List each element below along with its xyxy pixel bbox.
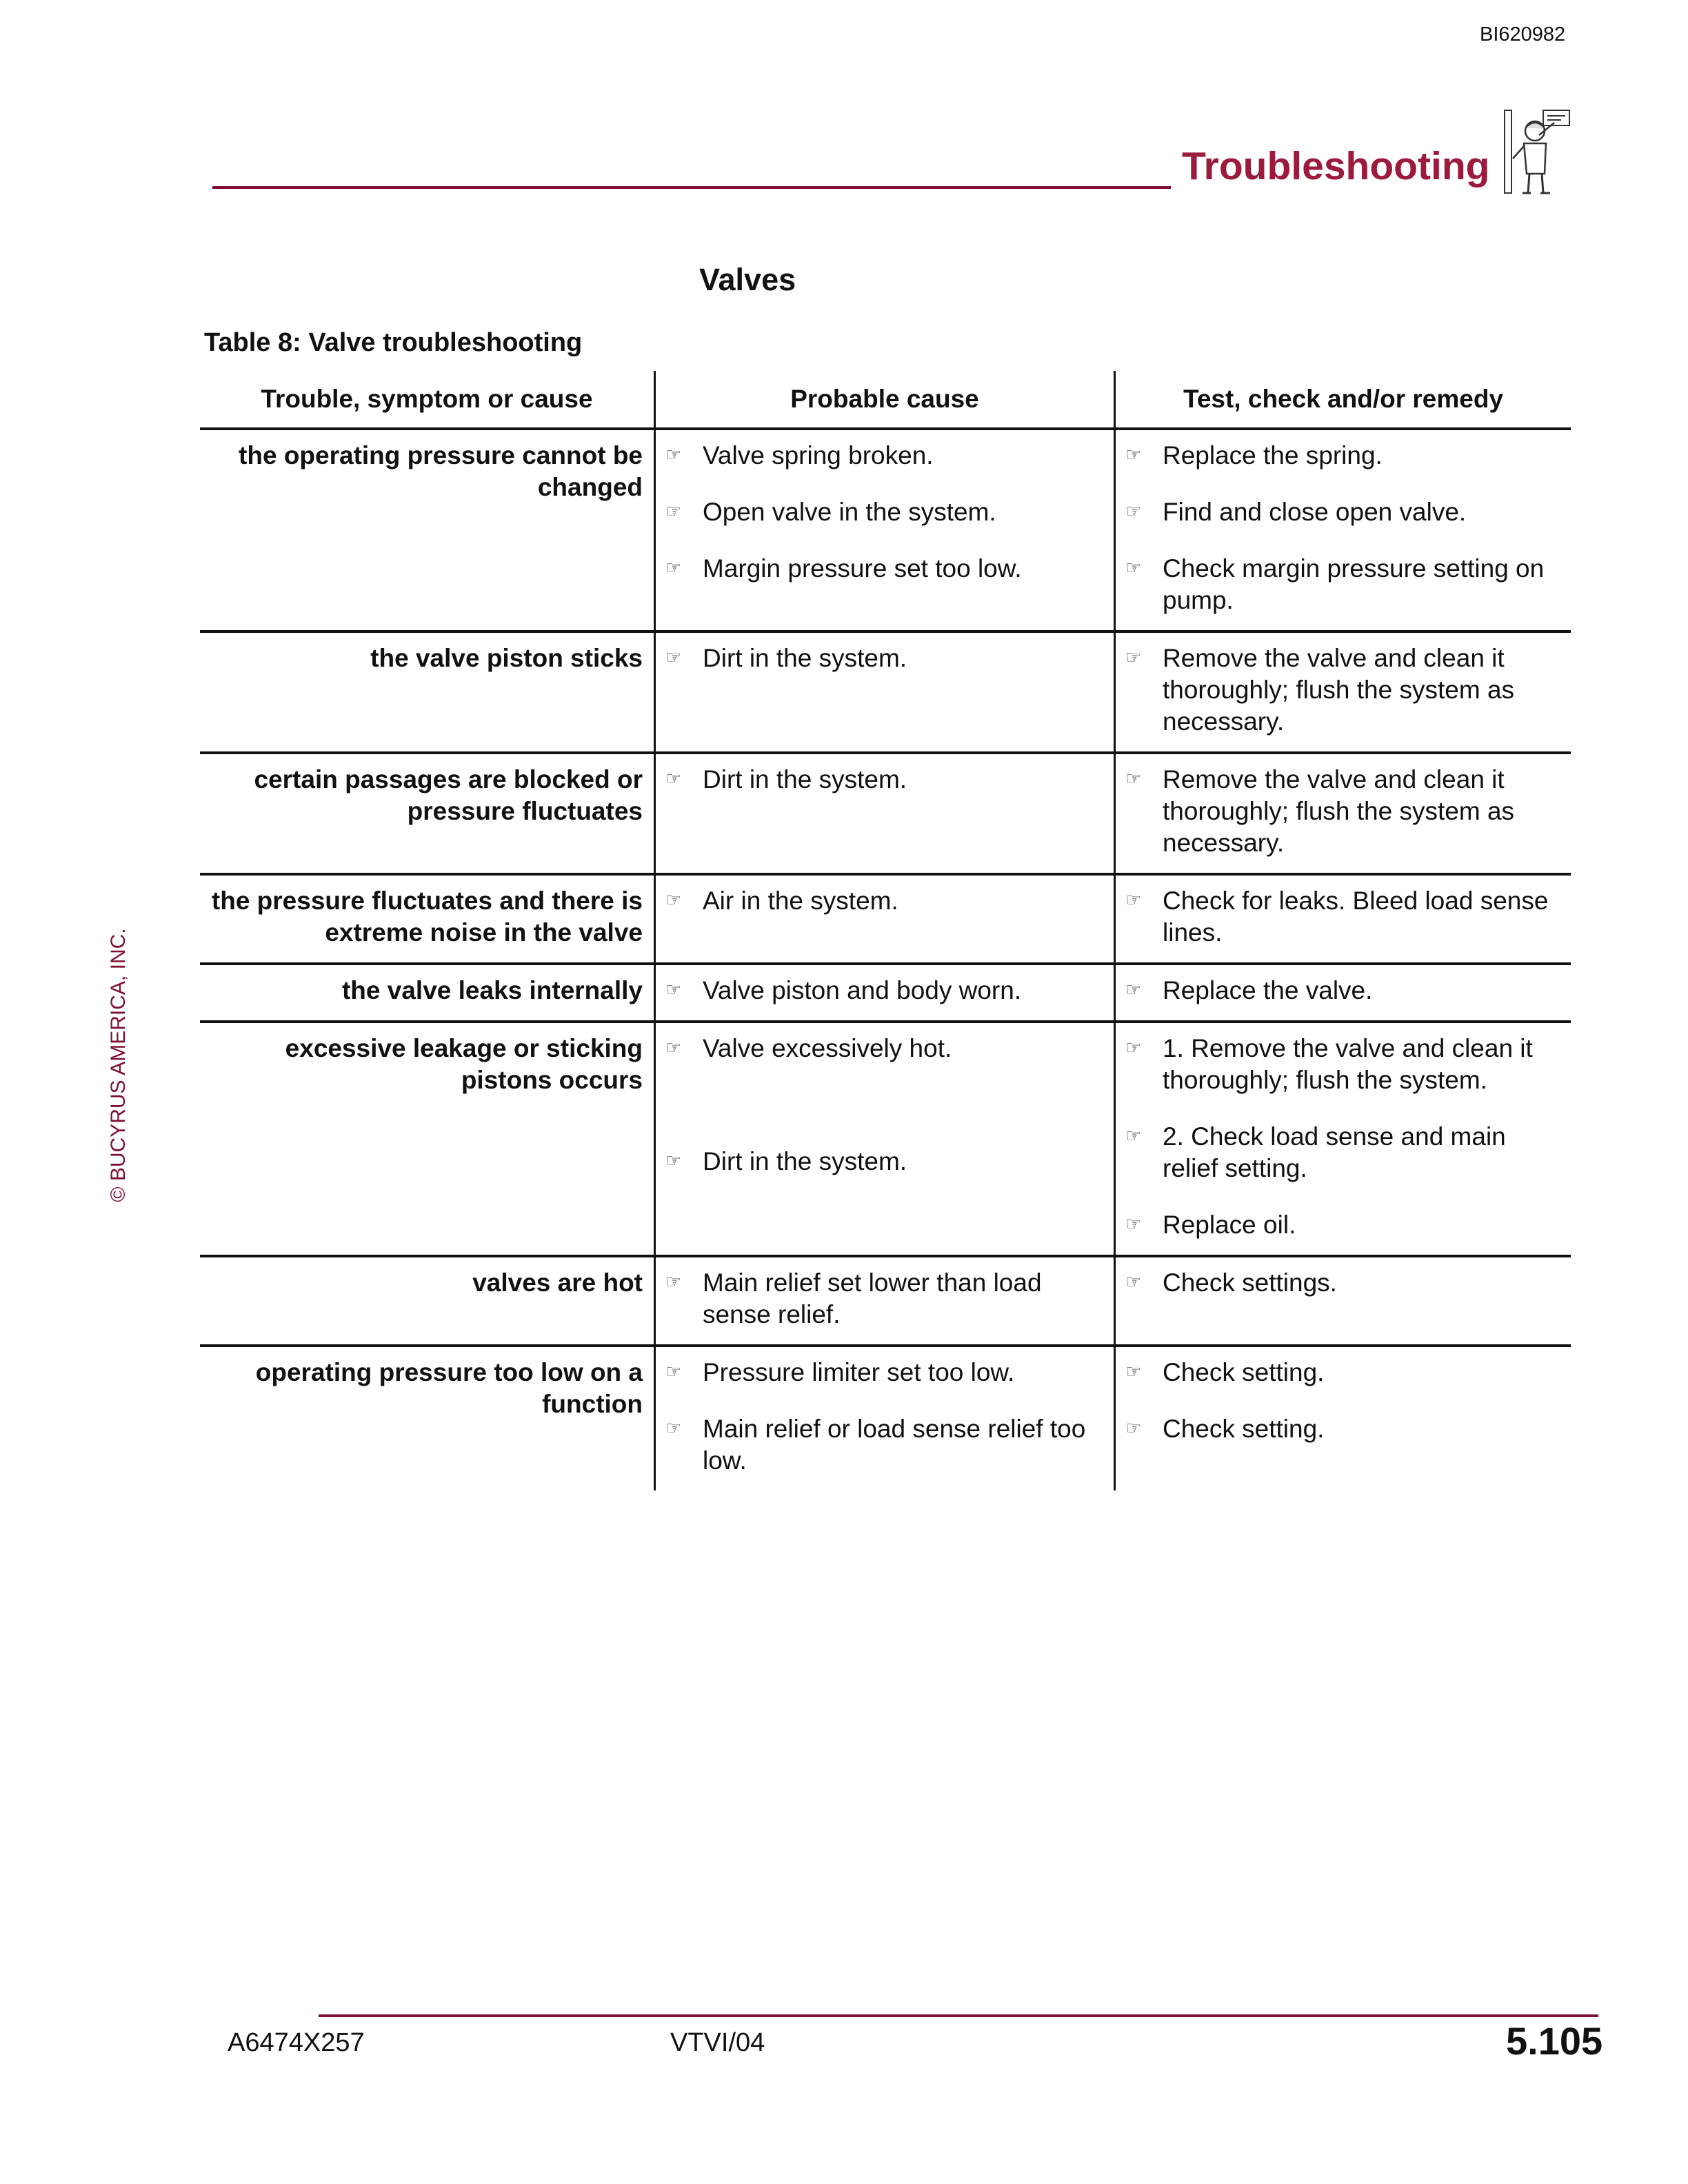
remedy-text: Check settings. — [1163, 1268, 1337, 1297]
remedy-cell — [1115, 1022, 1571, 1256]
footer-document-number: A6474X257 — [228, 2028, 365, 2057]
remedy-text: Remove the valve and clean it thoroughly; flush the system as necessary. — [1163, 765, 1515, 857]
table-row — [200, 429, 1571, 631]
trouble-cell: valves are hot — [472, 1268, 643, 1297]
table-caption: Table 8: Valve troubleshooting — [204, 328, 583, 357]
probable-cause-cell — [655, 631, 1115, 753]
probable-cause-item — [665, 1146, 1107, 1177]
table-row — [200, 964, 1571, 1022]
pointing-hand-icon: ☞ — [1125, 979, 1142, 1000]
pointing-hand-icon: ☞ — [1125, 557, 1142, 578]
remedy-cell — [1115, 874, 1571, 964]
mechanic-holding-sign-icon — [1503, 108, 1572, 197]
pointing-hand-icon: ☞ — [1125, 889, 1142, 910]
copyright-notice: © BUCYRUS AMERICA, INC. — [107, 928, 130, 1202]
remedy-text: Check margin pressure setting on pump. — [1163, 554, 1545, 614]
remedy-item — [1125, 975, 1564, 1007]
remedy-cell — [1115, 429, 1571, 631]
remedy-item — [1125, 643, 1564, 738]
trouble-cell: operating pressure too low on a function — [255, 1358, 643, 1418]
remedy-item — [1125, 1357, 1564, 1388]
pointing-hand-icon: ☞ — [665, 501, 682, 521]
probable-cause-cell — [655, 429, 1115, 631]
pointing-hand-icon: ☞ — [1125, 1037, 1142, 1058]
pointing-hand-icon: ☞ — [665, 889, 682, 910]
trouble-cell: the valve piston sticks — [370, 644, 643, 672]
pointing-hand-icon: ☞ — [665, 444, 682, 465]
probable-cause-item — [665, 1033, 1107, 1064]
probable-cause-text: Dirt in the system. — [703, 644, 907, 672]
remedy-text: 2. Check load sense and main relief setting. — [1163, 1122, 1506, 1182]
probable-cause-item — [665, 496, 1107, 528]
table-body — [200, 429, 1571, 1490]
remedy-cell — [1115, 631, 1571, 753]
valve-troubleshooting-table — [200, 371, 1571, 1490]
remedy-text: Check setting. — [1163, 1415, 1325, 1443]
probable-cause-item — [665, 764, 1107, 796]
remedy-cell — [1115, 1256, 1571, 1346]
footer-rule — [319, 2014, 1598, 2017]
remedy-item — [1125, 496, 1564, 528]
document-id: BI620982 — [1480, 23, 1566, 46]
probable-cause-text: Margin pressure set too low. — [703, 554, 1022, 583]
probable-cause-item — [665, 1413, 1107, 1477]
remedy-text: Replace the spring. — [1163, 441, 1383, 469]
pointing-hand-icon: ☞ — [665, 647, 682, 667]
probable-cause-text: Dirt in the system. — [703, 765, 907, 793]
table-row — [200, 874, 1571, 964]
remedy-item — [1125, 440, 1564, 472]
trouble-cell: certain passages are blocked or pressure fluctuates — [254, 765, 643, 825]
probable-cause-text: Valve spring broken. — [703, 441, 934, 469]
probable-cause-text: Air in the system. — [703, 887, 898, 915]
trouble-cell: the operating pressure cannot be changed — [239, 441, 643, 501]
remedy-item — [1125, 1209, 1564, 1241]
probable-cause-text: Dirt in the system. — [703, 1147, 907, 1175]
remedy-item — [1125, 1121, 1564, 1184]
pointing-hand-icon: ☞ — [1125, 501, 1142, 521]
probable-cause-item — [665, 885, 1107, 917]
pointing-hand-icon: ☞ — [1125, 1361, 1142, 1382]
pointing-hand-icon: ☞ — [1125, 444, 1142, 465]
remedy-text: Check for leaks. Bleed load sense lines. — [1163, 887, 1549, 947]
pointing-hand-icon: ☞ — [1125, 768, 1142, 789]
remedy-item — [1125, 1413, 1564, 1445]
header-rule — [212, 186, 1171, 189]
probable-cause-text: Valve excessively hot. — [703, 1034, 952, 1062]
pointing-hand-icon: ☞ — [665, 1271, 682, 1292]
remedy-item — [1125, 1033, 1564, 1096]
probable-cause-text: Pressure limiter set too low. — [703, 1358, 1015, 1386]
probable-cause-text: Valve piston and body worn. — [703, 976, 1022, 1004]
probable-cause-text: Open valve in the system. — [703, 498, 996, 526]
trouble-cell: the valve leaks internally — [341, 976, 643, 1004]
pointing-hand-icon: ☞ — [665, 1361, 682, 1382]
probable-cause-cell — [655, 1022, 1115, 1256]
probable-cause-item — [665, 1267, 1107, 1331]
probable-cause-item — [665, 975, 1107, 1007]
pointing-hand-icon: ☞ — [665, 768, 682, 789]
remedy-cell — [1115, 753, 1571, 874]
remedy-item — [1125, 885, 1564, 949]
remedy-cell — [1115, 964, 1571, 1022]
column-header-probable-cause: Probable cause — [655, 371, 1115, 429]
pointing-hand-icon: ☞ — [665, 1037, 682, 1058]
remedy-text: 1. Remove the valve and clean it thoroughly; flush the system. — [1163, 1034, 1533, 1094]
remedy-item — [1125, 764, 1564, 859]
pointing-hand-icon: ☞ — [665, 979, 682, 1000]
pointing-hand-icon: ☞ — [1125, 1417, 1142, 1438]
pointing-hand-icon: ☞ — [1125, 1271, 1142, 1292]
table-row — [200, 1346, 1571, 1490]
pointing-hand-icon: ☞ — [1125, 647, 1142, 667]
probable-cause-item — [665, 553, 1107, 585]
page-number: 5.105 — [1506, 2019, 1603, 2063]
probable-cause-cell — [655, 874, 1115, 964]
trouble-cell: excessive leakage or sticking pistons occurs — [285, 1034, 643, 1094]
pointing-hand-icon: ☞ — [665, 1150, 682, 1171]
trouble-cell: the pressure fluctuates and there is extreme noise in the valve — [211, 887, 643, 947]
pointing-hand-icon: ☞ — [1125, 1213, 1142, 1234]
table-row — [200, 631, 1571, 753]
probable-cause-text: Main relief or load sense relief too low. — [703, 1415, 1086, 1475]
remedy-cell — [1115, 1346, 1571, 1490]
section-title: Troubleshooting — [1182, 144, 1490, 188]
probable-cause-cell — [655, 1346, 1115, 1490]
remedy-text: Remove the valve and clean it thoroughly; flush the system as necessary. — [1163, 644, 1515, 736]
probable-cause-item — [665, 440, 1107, 472]
probable-cause-item — [665, 1089, 1107, 1121]
pointing-hand-icon: ☞ — [1125, 1125, 1142, 1146]
table-row — [200, 1022, 1571, 1256]
table-row — [200, 1256, 1571, 1346]
probable-cause-text: Main relief set lower than load sense relief. — [703, 1268, 1042, 1328]
probable-cause-cell — [655, 1256, 1115, 1346]
page-heading: Valves — [699, 262, 796, 297]
probable-cause-cell — [655, 753, 1115, 874]
table-row — [200, 753, 1571, 874]
remedy-text: Find and close open valve. — [1163, 498, 1467, 526]
probable-cause-cell — [655, 964, 1115, 1022]
probable-cause-item — [665, 643, 1107, 674]
pointing-hand-icon: ☞ — [665, 557, 682, 578]
remedy-text: Replace the valve. — [1163, 976, 1373, 1004]
column-header-trouble: Trouble, symptom or cause — [261, 385, 593, 413]
remedy-item — [1125, 1267, 1564, 1299]
remedy-item — [1125, 553, 1564, 616]
column-header-remedy: Test, check and/or remedy — [1115, 371, 1571, 429]
probable-cause-item — [665, 1357, 1107, 1388]
pointing-hand-icon: ☞ — [665, 1417, 682, 1438]
table-header-row — [200, 371, 1571, 429]
footer-revision: VTVI/04 — [670, 2028, 765, 2057]
remedy-text: Replace oil. — [1163, 1211, 1296, 1239]
remedy-text: Check setting. — [1163, 1358, 1325, 1386]
